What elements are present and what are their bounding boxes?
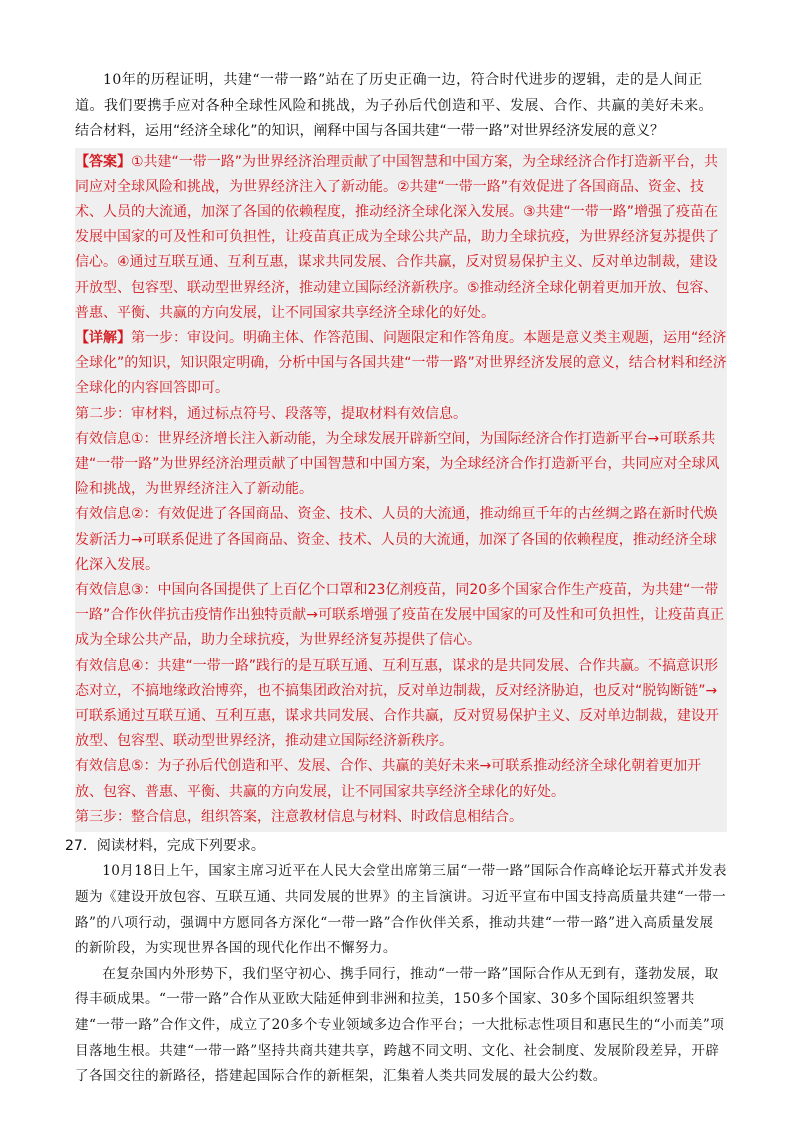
question-27-title: 27．阅读材料，完成下列要求。 xyxy=(65,837,265,854)
step1-text: 第一步：审设问。明确主体、作答范围、问题限定和作答角度。本题是意义类主观题，运用“经济全球化”的知识，知识限定明确，分析中国与各国共建“一带一路”对世界经济发展的意义，结合材料和经济全球化的内容回答即可。 xyxy=(75,329,727,397)
effective-info-5: 有效信息⑤：为子孙后代创造和平、发展、合作、共赢的美好未来→可联系推动经济全球化朝着更加开放、包容、普惠、平衡、共赢的方向发展，让不同国家共享经济全球化的好处。 xyxy=(75,758,702,800)
effective-info-1: 有效信息①：世界经济增长注入新动能，为全球发展开辟新空间，为国际经济合作打造新平台→可联系共建“一带一路”为世界经济治理贡献了中国智慧和中国方案，为全球经济合作打造新平台，共同应对全球风险和挑战，为世界经济注入了新动能。 xyxy=(75,430,720,498)
explanation-step1 xyxy=(75,326,727,402)
effective-info-3: 有效信息③：中国向各国提供了上百亿个口罩和23亿剂疫苗，同20多个国家合作生产疫苗，为共建“一带一路”合作伙伴抗击疫情作出独特贡献→可联系增强了疫苗在发展中国家的可及性和可负担性，让疫苗真正成为全球公共产品，助力全球抗疫，为世界经济复苏提供了信心。 xyxy=(75,581,724,649)
answer-explanation-box xyxy=(75,148,727,832)
explanation-step2: 第二步：审材料，通过标点符号、段落等，提取材料有效信息。 xyxy=(75,405,467,422)
effective-info-4: 有效信息④：共建“一带一路”践行的是互联互通、互利互惠，谋求的是共同发展、合作共赢。不搞意识形态对立，不搞地缘政治博弈，也不搞集团政治对抗，反对单边制裁，反对经济胁迫，也反对“脱钩断链”→可联系通过互联互通、互利互惠，谋求共同发展、合作共赢，反对贸易保护主义、反对单边制裁，建设开放型、包容型、联动型世界经济，推动建立国际经济新秩序。 xyxy=(75,657,719,750)
question-text: 结合材料，运用“经济全球化”的知识，阐释中国与各国共建“一带一路”对世界经济发展的意义？ xyxy=(75,123,665,139)
answer-paragraph xyxy=(75,150,727,326)
material-paragraph: 10年的历程证明，共建“一带一路”站在了历史正确一边，符合时代进步的逻辑，走的是人间正道。我们要携手应对各种全球性风险和挑战，为子孙后代创造和平、发展、合作、共赢的美好未来。 xyxy=(75,72,713,114)
answer-text: ①共建“一带一路”为世界经济治理贡献了中国智慧和中国方案，为全球经济合作打造新平台，共同应对全球风险和挑战，为世界经济注入了新动能。②共建“一带一路”有效促进了各国商品、资金、技术、人员的大流通，加深了各国的依赖程度，推动经济全球化深入发展。③共建“一带一路”增强了疫苗在发展中国家的可及性和可负担性，让疫苗真正成为全球公共产品，助力全球抗疫，为世界经济复苏提供了信心。④通过互联互通、互利互惠，谋求共同发展、合作共赢，反对贸易保护主义、反对单边制裁，建设开放型、包容型、联动型世界经济，推动建立国际经济新秩序。⑤推动经济全球化朝着更加开放、包容、普惠、平衡、共赢的方向发展，让不同国家共享经济全球化的好处。 xyxy=(75,153,719,321)
q27-material-paragraph-2: 在复杂国内外形势下，我们坚守初心、携手同行，推动“一带一路”国际合作从无到有，蓬勃发展，取得丰硕成果。“一带一路”合作从亚欧大陆延伸到非洲和拉美，150多个国家、30多个国际组织签署共建“一带一路”合作文件，成立了20多个专业领域多边合作平台；一大批标志性项目和惠民生的“小而美”项目落地生根。共建“一带一路”坚持共商共建共享，跨越不同文明、文化、社会制度、发展阶段差异，开辟了各国交往的新路径，搭建起国际合作的新框架，汇集着人类共同发展的最大公约数。 xyxy=(75,965,725,1085)
explanation-tag: 【详解】 xyxy=(75,329,131,346)
explanation-step3: 第三步：整合信息，组织答案，注意教材信息与材料、时政信息相结合。 xyxy=(75,808,523,825)
answer-tag: 【答案】 xyxy=(75,153,131,170)
effective-info-2: 有效信息②：有效促进了各国商品、资金、技术、人员的大流通，推动绵亘千年的古丝绸之路在新时代焕发新活力→可联系促进了各国商品、资金、技术、人员的大流通，加深了各国的依赖程度，推动经济全球化深入发展。 xyxy=(75,506,718,573)
document-page xyxy=(65,68,727,1090)
q27-material-paragraph-1: 10月18日上午，国家主席习近平在人民大会堂出席第三届“一带一路”国际合作高峰论坛开幕式并发表题为《建设开放包容、互联互通、共同发展的世界》的主旨演讲。习近平宣布中国支持高质量共建“一带一路”的八项行动，强调中方愿同各方深化“一带一路”合作伙伴关系，推动共建“一带一路”进入高质量发展的新阶段，为实现世界各国的现代化作出不懈努力。 xyxy=(75,863,727,957)
